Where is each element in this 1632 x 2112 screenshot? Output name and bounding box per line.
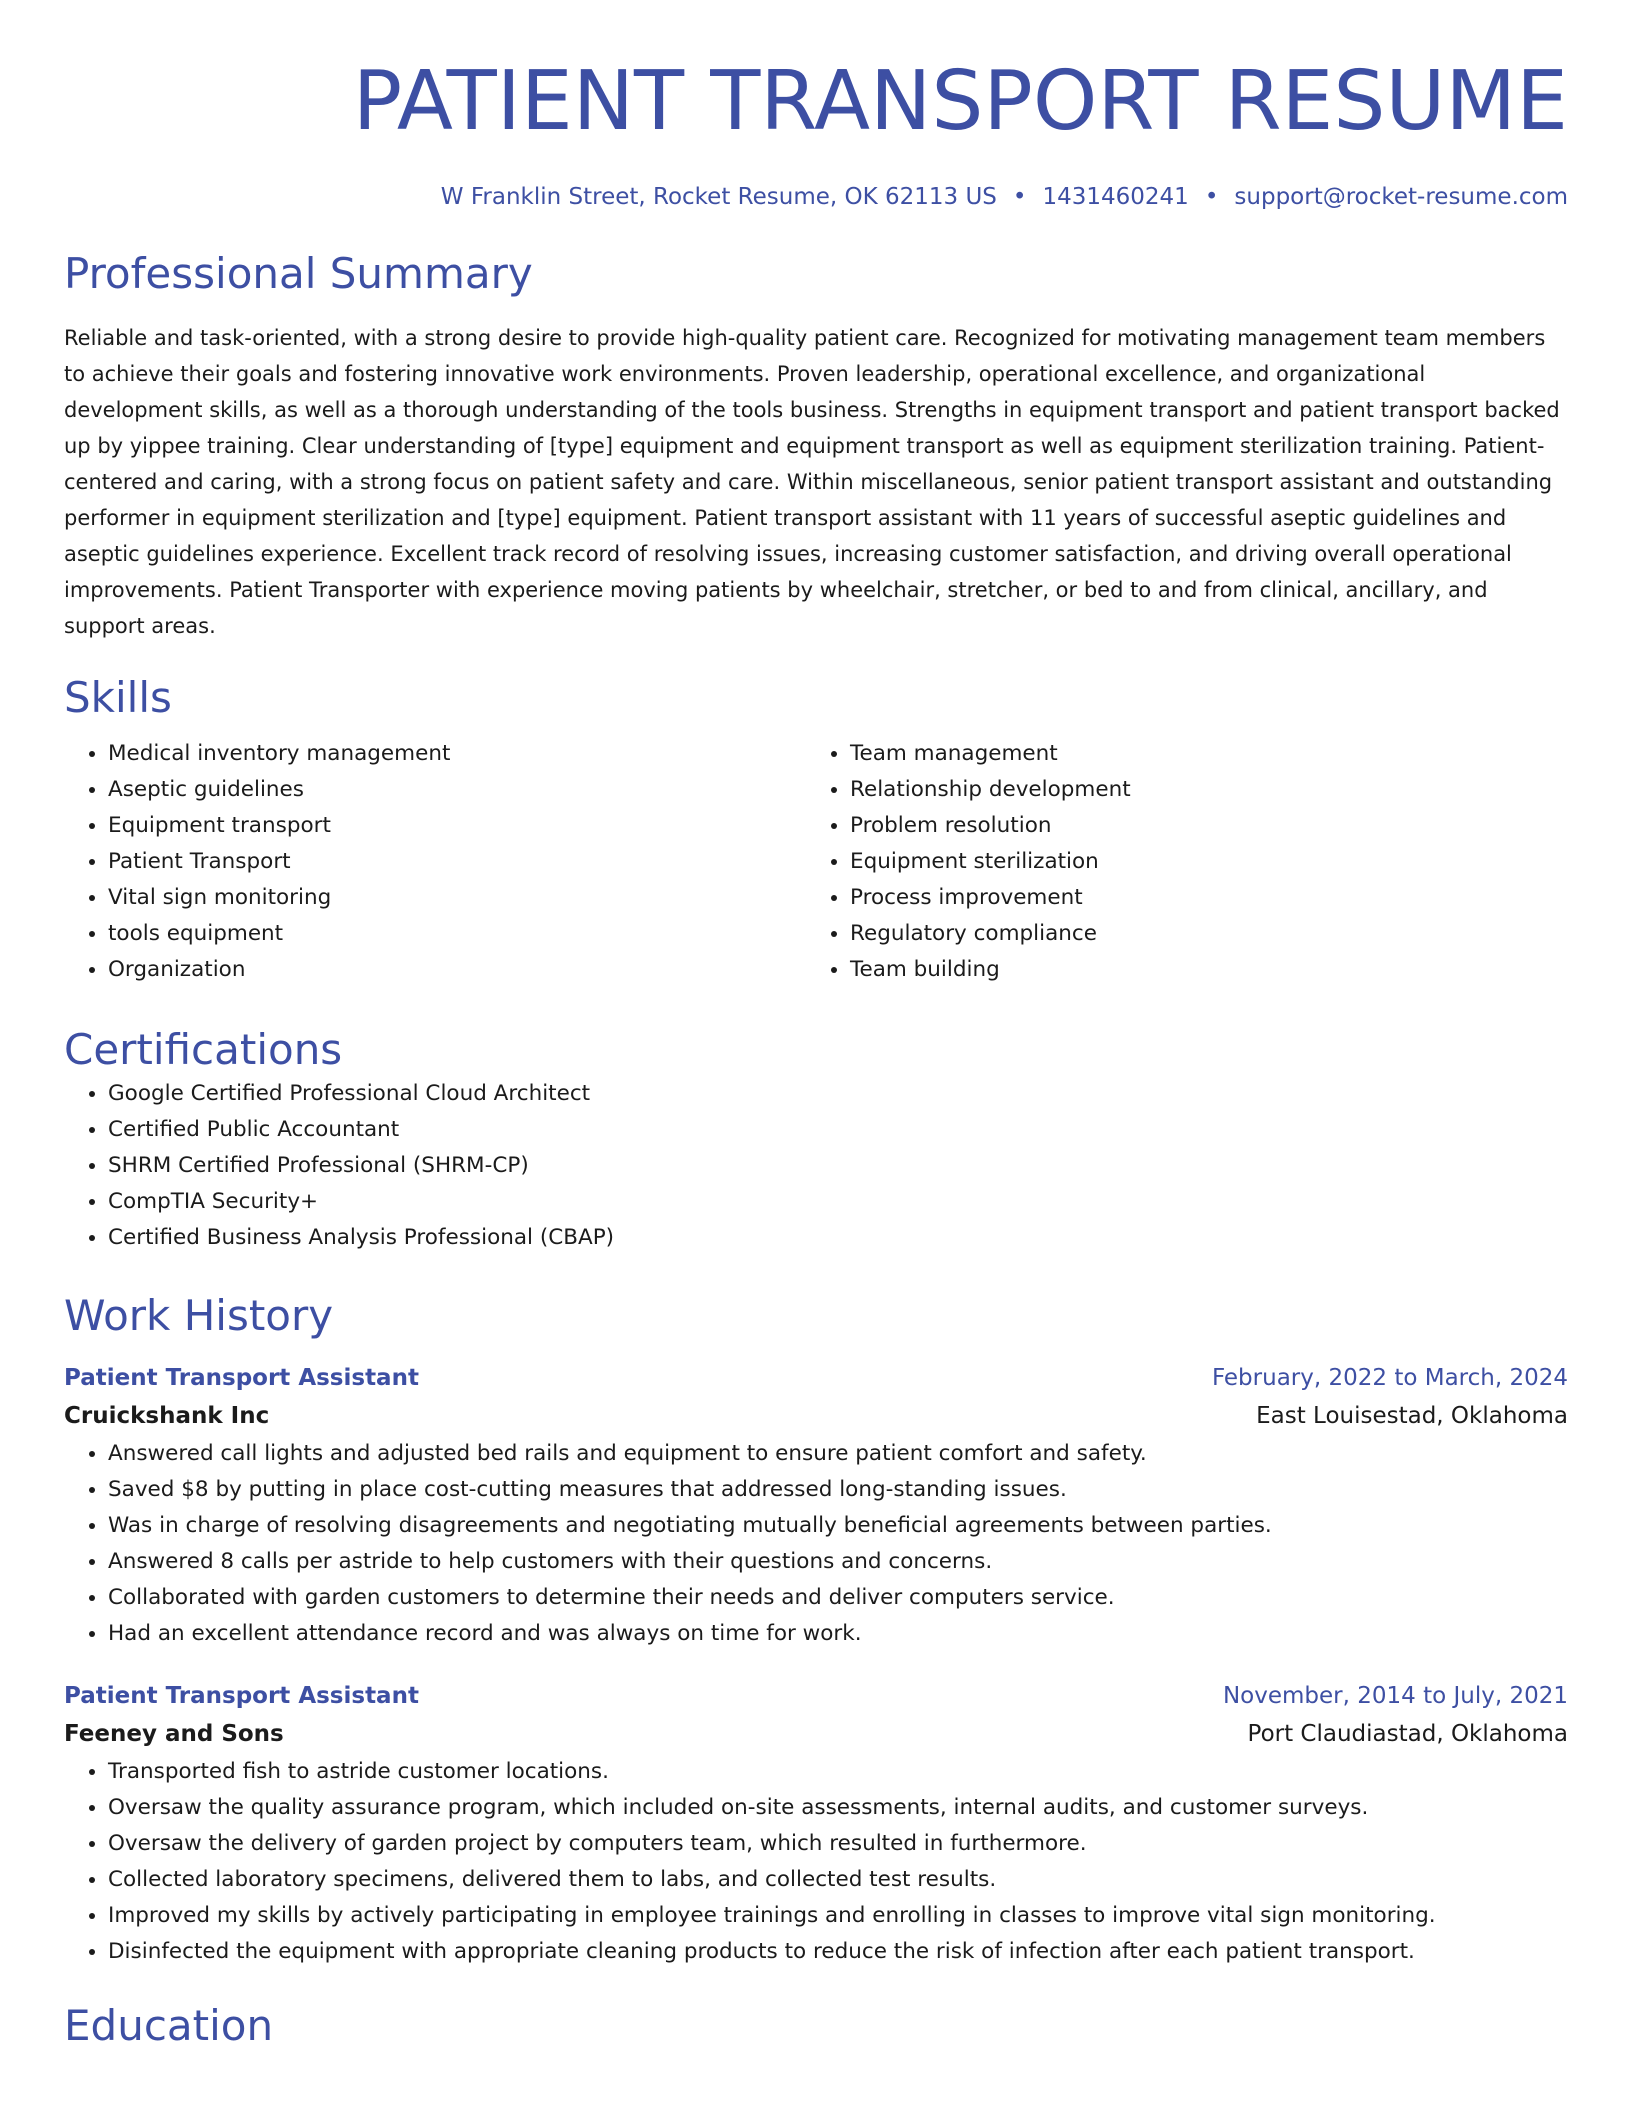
skill-item: • Organization xyxy=(108,952,806,988)
contact-email: support@rocket-resume.com xyxy=(1234,184,1568,210)
job-dates: February, 2022 to March, 2024 xyxy=(1211,1365,1568,1391)
skills-list-left xyxy=(64,736,806,988)
job-location: Port Claudiastad, Oklahoma xyxy=(1247,1721,1568,1747)
skills-grid xyxy=(64,736,1568,988)
contact-separator: • xyxy=(1012,184,1027,210)
job-bullet: • Answered 8 calls per astride to help customers with their questions and concerns. xyxy=(108,1544,1568,1580)
skill-item: • Team management xyxy=(850,736,1548,772)
section-title-skills: Skills xyxy=(64,673,172,722)
job-bullet: • Answered call lights and adjusted bed rails and equipment to ensure patient comfort and safety. xyxy=(108,1436,1568,1472)
skill-item: • Patient Transport xyxy=(108,844,806,880)
certification-item: • Certified Business Analysis Professional (CBAP) xyxy=(108,1220,1568,1256)
job-entry xyxy=(64,1678,1568,1970)
section-title-summary: Professional Summary xyxy=(64,249,533,298)
job-bullet: • Had an excellent attendance record and was always on time for work. xyxy=(108,1616,1568,1652)
job-bullet: • Transported fish to astride customer locations. xyxy=(108,1754,1568,1790)
job-company: Cruickshank Inc xyxy=(64,1403,270,1429)
job-bullet: • Oversaw the quality assurance program, which included on-site assessments, internal audits, and customer surveys. xyxy=(108,1790,1568,1826)
section-title-work-history: Work History xyxy=(64,1291,334,1340)
skill-item: • Process improvement xyxy=(850,880,1548,916)
summary-text: Reliable and task-oriented, with a strong desire to provide high-quality patient care. Recognized for motivating management team members to achieve their goals and fostering innovative work environments. Proven leadership, operational excellence, and organizational development skills, as well as a thorough understanding of the tools business. Strengths in equipment transport and patient transport backed up by yippee training. Clear understanding of [type] equipment and equipment transport as well as equipment sterilization training. Patient-centered and caring, with a strong focus on patient safety and care. Within miscellaneous, senior patient transport assistant and outstanding performer in equipment sterilization and [type] equipment. Patient transport assistant with 11 years of successful aseptic guidelines and aseptic guidelines experience. Excellent track record of resolving issues, increasing customer satisfaction, and driving overall operational improvements. Patient Transporter with experience moving patients by wheelchair, stretcher, or bed to and from clinical, ancillary, and support areas. xyxy=(64,326,1560,638)
job-title: Patient Transport Assistant xyxy=(64,1683,419,1709)
certification-item: • SHRM Certified Professional (SHRM-CP) xyxy=(108,1148,1568,1184)
certification-item: • Google Certified Professional Cloud Architect xyxy=(108,1076,1568,1112)
resume-name: PATIENT TRANSPORT RESUME xyxy=(352,54,1568,149)
certifications-list xyxy=(64,1076,1568,1256)
skill-item: • Regulatory compliance xyxy=(850,916,1548,952)
skill-item: • Relationship development xyxy=(850,772,1548,808)
certification-item: • Certified Public Accountant xyxy=(108,1112,1568,1148)
job-bullet: • Saved $8 by putting in place cost-cutting measures that addressed long-standing issues. xyxy=(108,1472,1568,1508)
contact-line xyxy=(64,182,1568,212)
skill-item: • Vital sign monitoring xyxy=(108,880,806,916)
job-header-row xyxy=(64,1360,1568,1396)
certification-item: • CompTIA Security+ xyxy=(108,1184,1568,1220)
job-location: East Louisestad, Oklahoma xyxy=(1256,1403,1568,1429)
section-title-certifications: Certifications xyxy=(64,1025,343,1074)
skill-item: • Aseptic guidelines xyxy=(108,772,806,808)
job-bullet: • Collected laboratory specimens, delivered them to labs, and collected test results. xyxy=(108,1862,1568,1898)
skill-item: • Problem resolution xyxy=(850,808,1548,844)
skill-item: • Team building xyxy=(850,952,1548,988)
skills-column-right xyxy=(806,736,1548,988)
skill-item: • Equipment transport xyxy=(108,808,806,844)
job-bullet: • Was in charge of resolving disagreements and negotiating mutually beneficial agreements between parties. xyxy=(108,1508,1568,1544)
job-bullet: • Disinfected the equipment with appropriate cleaning products to reduce the risk of infection after each patient transport. xyxy=(108,1934,1568,1970)
job-company: Feeney and Sons xyxy=(64,1721,284,1747)
job-bullets xyxy=(64,1754,1568,1970)
resume-page xyxy=(64,0,1568,2052)
skills-column-left xyxy=(64,736,806,988)
section-title-education: Education xyxy=(64,2001,274,2050)
job-company-row xyxy=(64,1714,1568,1754)
skills-list-right xyxy=(806,736,1548,988)
job-header-row xyxy=(64,1678,1568,1714)
skill-item: • Medical inventory management xyxy=(108,736,806,772)
resume-header xyxy=(64,0,1568,212)
job-entry xyxy=(64,1360,1568,1652)
job-bullet: • Collaborated with garden customers to determine their needs and deliver computers service. xyxy=(108,1580,1568,1616)
job-company-row xyxy=(64,1396,1568,1436)
job-bullet: • Improved my skills by actively participating in employee trainings and enrolling in classes to improve vital sign monitoring. xyxy=(108,1898,1568,1934)
job-title: Patient Transport Assistant xyxy=(64,1365,419,1391)
job-bullets xyxy=(64,1436,1568,1652)
contact-address: W Franklin Street, Rocket Resume, OK 62113 US xyxy=(440,184,997,210)
job-dates: November, 2014 to July, 2021 xyxy=(1222,1683,1568,1709)
skill-item: • Equipment sterilization xyxy=(850,844,1548,880)
job-bullet: • Oversaw the delivery of garden project by computers team, which resulted in furthermore. xyxy=(108,1826,1568,1862)
contact-separator: • xyxy=(1204,184,1219,210)
skill-item: • tools equipment xyxy=(108,916,806,952)
contact-phone: 1431460241 xyxy=(1042,184,1189,210)
